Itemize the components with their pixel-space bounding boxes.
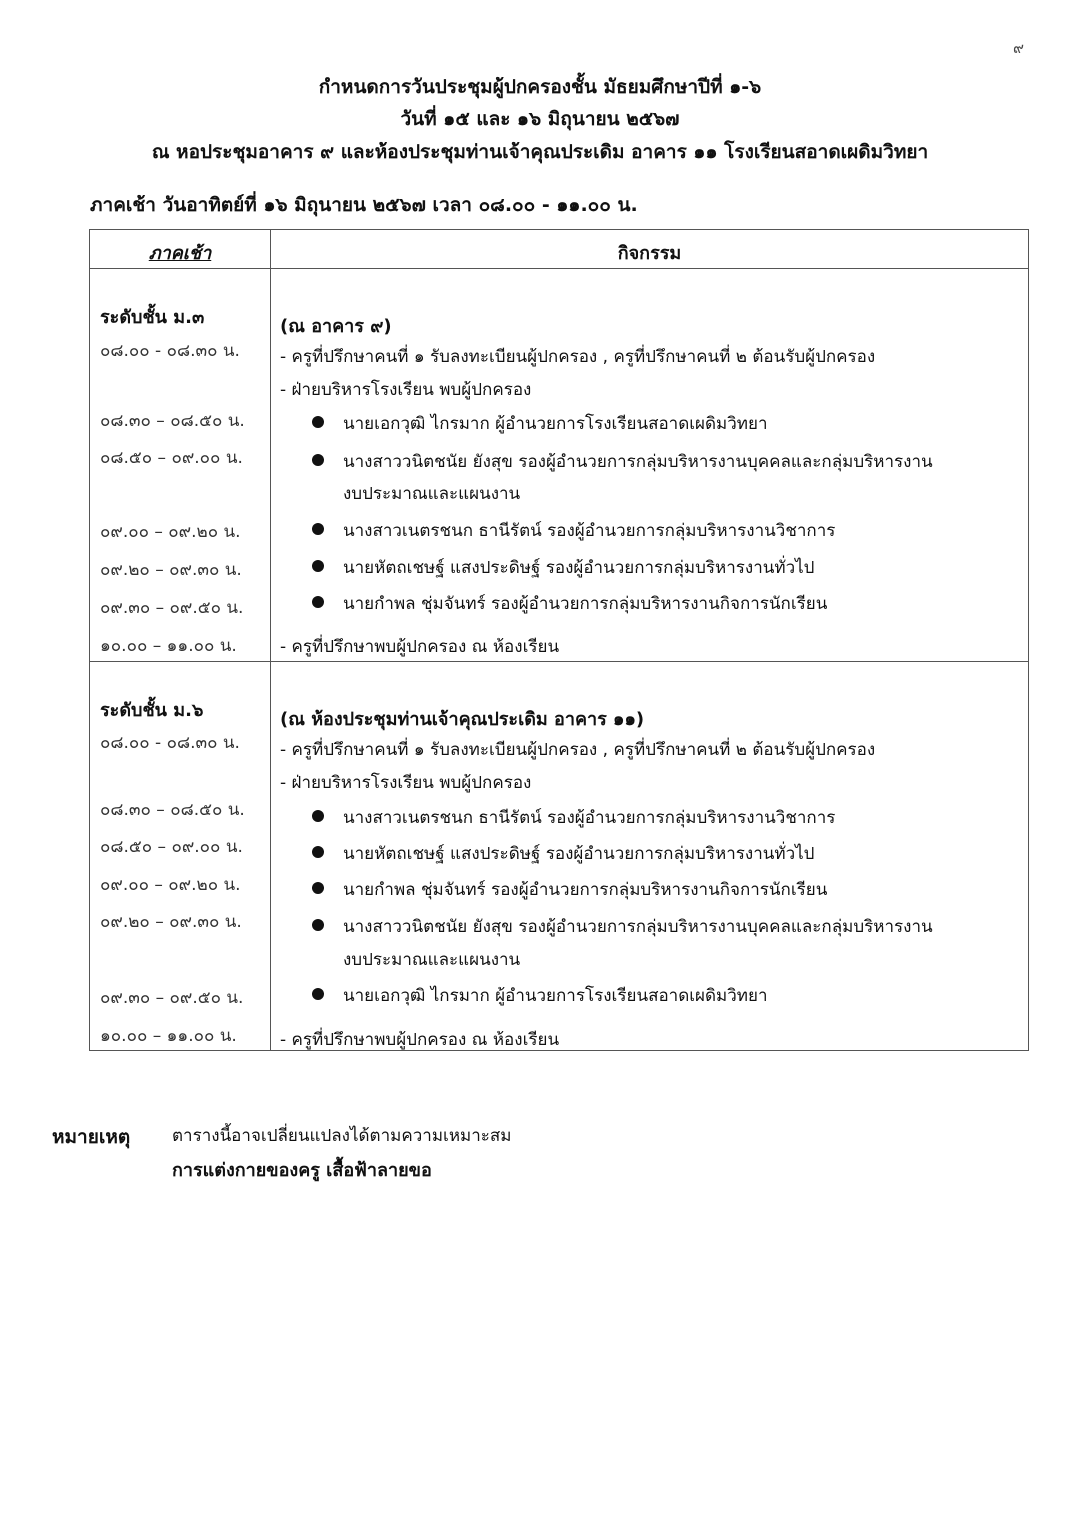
column-header-morning: ภาคเช้า [148,243,212,264]
bullet-icon [312,988,324,1000]
header-divider [90,268,1028,269]
speaker-item: นายหัตถเชษฐ์ แสงประดิษฐ์ รองผู้อำนวยการกลุ่มบริหารงานทั่วไป [343,558,815,578]
speaker-item: นายหัตถเชษฐ์ แสงประดิษฐ์ รองผู้อำนวยการกลุ่มบริหารงานทั่วไป [343,844,815,864]
bullet-icon [312,560,324,572]
bullet-icon [312,523,324,535]
session-title: ภาคเช้า วันอาทิตย์ที่ ๑๖ มิถุนายน ๒๕๖๗ เวลา ๐๘.๐๐ - ๑๑.๐๐ น. [90,194,638,216]
doc-date: วันที่ ๑๕ และ ๑๖ มิถุนายน ๒๕๖๗ [400,108,680,130]
bullet-icon [312,810,324,822]
bullet-icon [312,919,324,931]
level-m6: ระดับชั้น ม.๖ [100,700,204,721]
speaker-item-continued: งบประมาณและแผนงาน [343,950,521,970]
column-header-activity: กิจกรรม [617,243,682,264]
time-slot: ๐๘.๓๐ – ๐๘.๕๐ น. [100,411,245,431]
admin-meet-line: - ฝ่ายบริหารโรงเรียน พบผู้ปกครอง [280,773,532,793]
final-line: - ครูที่ปรึกษาพบผู้ปกครอง ณ ห้องเรียน [280,1030,560,1050]
time-slot: ๐๙.๒๐ – ๐๙.๓๐ น. [100,560,242,580]
level-m3: ระดับชั้น ม.๓ [100,307,205,328]
time-slot: ๐๙.๐๐ – ๐๙.๒๐ น. [100,875,241,895]
location-m6: (ณ ห้องประชุมท่านเจ้าคุณประเดิม อาคาร ๑๑) [280,709,645,730]
time-slot: ๐๘.๕๐ – ๐๙.๐๐ น. [100,448,243,468]
note-label: หมายเหตุ [52,1126,131,1148]
time-slot: ๑๐.๐๐ – ๑๑.๐๐ น. [100,1026,237,1046]
doc-title: กำหนดการวันประชุมผู้ปกครองชั้น มัธยมศึกษาปีที่ ๑-๖ [318,76,762,98]
dress-code: การแต่งกายของครู เสื้อฟ้าลายขอ [172,1160,432,1181]
speaker-item: นางสาววนิตชนัย ยังสุข รองผู้อำนวยการกลุ่มบริหารงานบุคคลและกลุ่มบริหารงาน [343,917,933,937]
bullet-icon [312,882,324,894]
speaker-item: นางสาวเนตรชนก ธานีรัตน์ รองผู้อำนวยการกลุ่มบริหารงานวิชาการ [343,808,836,828]
time-slot: ๐๘.๐๐ - ๐๘.๓๐ น. [100,341,240,361]
time-slot: ๐๙.๐๐ – ๐๙.๒๐ น. [100,522,241,542]
time-slot: ๐๘.๕๐ – ๐๙.๐๐ น. [100,837,243,857]
column-divider [270,230,271,1050]
registration-line: - ครูที่ปรึกษาคนที่ ๑ รับลงทะเบียนผู้ปกครอง , ครูที่ปรึกษาคนที่ ๒ ต้อนรับผู้ปกครอง [280,347,876,367]
bullet-icon [312,596,324,608]
time-slot: ๐๘.๐๐ - ๐๘.๓๐ น. [100,733,240,753]
location-m3: (ณ อาคาร ๙) [280,316,392,337]
speaker-item-continued: งบประมาณและแผนงาน [343,484,521,504]
time-slot: ๐๙.๓๐ – ๐๙.๕๐ น. [100,988,244,1008]
speaker-item: นางสาวเนตรชนก ธานีรัตน์ รองผู้อำนวยการกลุ่มบริหารงานวิชาการ [343,521,836,541]
registration-line: - ครูที่ปรึกษาคนที่ ๑ รับลงทะเบียนผู้ปกครอง , ครูที่ปรึกษาคนที่ ๒ ต้อนรับผู้ปกครอง [280,740,876,760]
bullet-icon [312,846,324,858]
doc-venue: ณ หอประชุมอาคาร ๙ และห้องประชุมท่านเจ้าคุณประเดิม อาคาร ๑๑ โรงเรียนสอาดเผดิมวิทยา [151,141,929,163]
time-slot: ๐๙.๓๐ – ๐๙.๕๐ น. [100,598,244,618]
page-number: ๙ [1013,39,1024,57]
section-divider [90,661,1028,662]
schedule-table [89,229,1029,1051]
speaker-item: นายเอกวุฒิ ไกรมาก ผู้อำนวยการโรงเรียนสอาดเผดิมวิทยา [343,414,768,434]
time-slot: ๐๙.๒๐ – ๐๙.๓๐ น. [100,912,242,932]
speaker-item: นายกำพล ชุ่มจันทร์ รองผู้อำนวยการกลุ่มบริหารงานกิจการนักเรียน [343,594,828,614]
bullet-icon [312,416,324,428]
speaker-item: นายเอกวุฒิ ไกรมาก ผู้อำนวยการโรงเรียนสอาดเผดิมวิทยา [343,986,768,1006]
admin-meet-line: - ฝ่ายบริหารโรงเรียน พบผู้ปกครอง [280,380,532,400]
bullet-icon [312,454,324,466]
speaker-item: นางสาววนิตชนัย ยังสุข รองผู้อำนวยการกลุ่มบริหารงานบุคคลและกลุ่มบริหารงาน [343,452,933,472]
note-text: ตารางนี้อาจเปลี่ยนแปลงได้ตามความเหมาะสม [172,1126,512,1146]
final-line: - ครูที่ปรึกษาพบผู้ปกครอง ณ ห้องเรียน [280,637,560,657]
time-slot: ๐๘.๓๐ – ๐๘.๕๐ น. [100,800,245,820]
speaker-item: นายกำพล ชุ่มจันทร์ รองผู้อำนวยการกลุ่มบริหารงานกิจการนักเรียน [343,880,828,900]
time-slot: ๑๐.๐๐ – ๑๑.๐๐ น. [100,636,237,656]
